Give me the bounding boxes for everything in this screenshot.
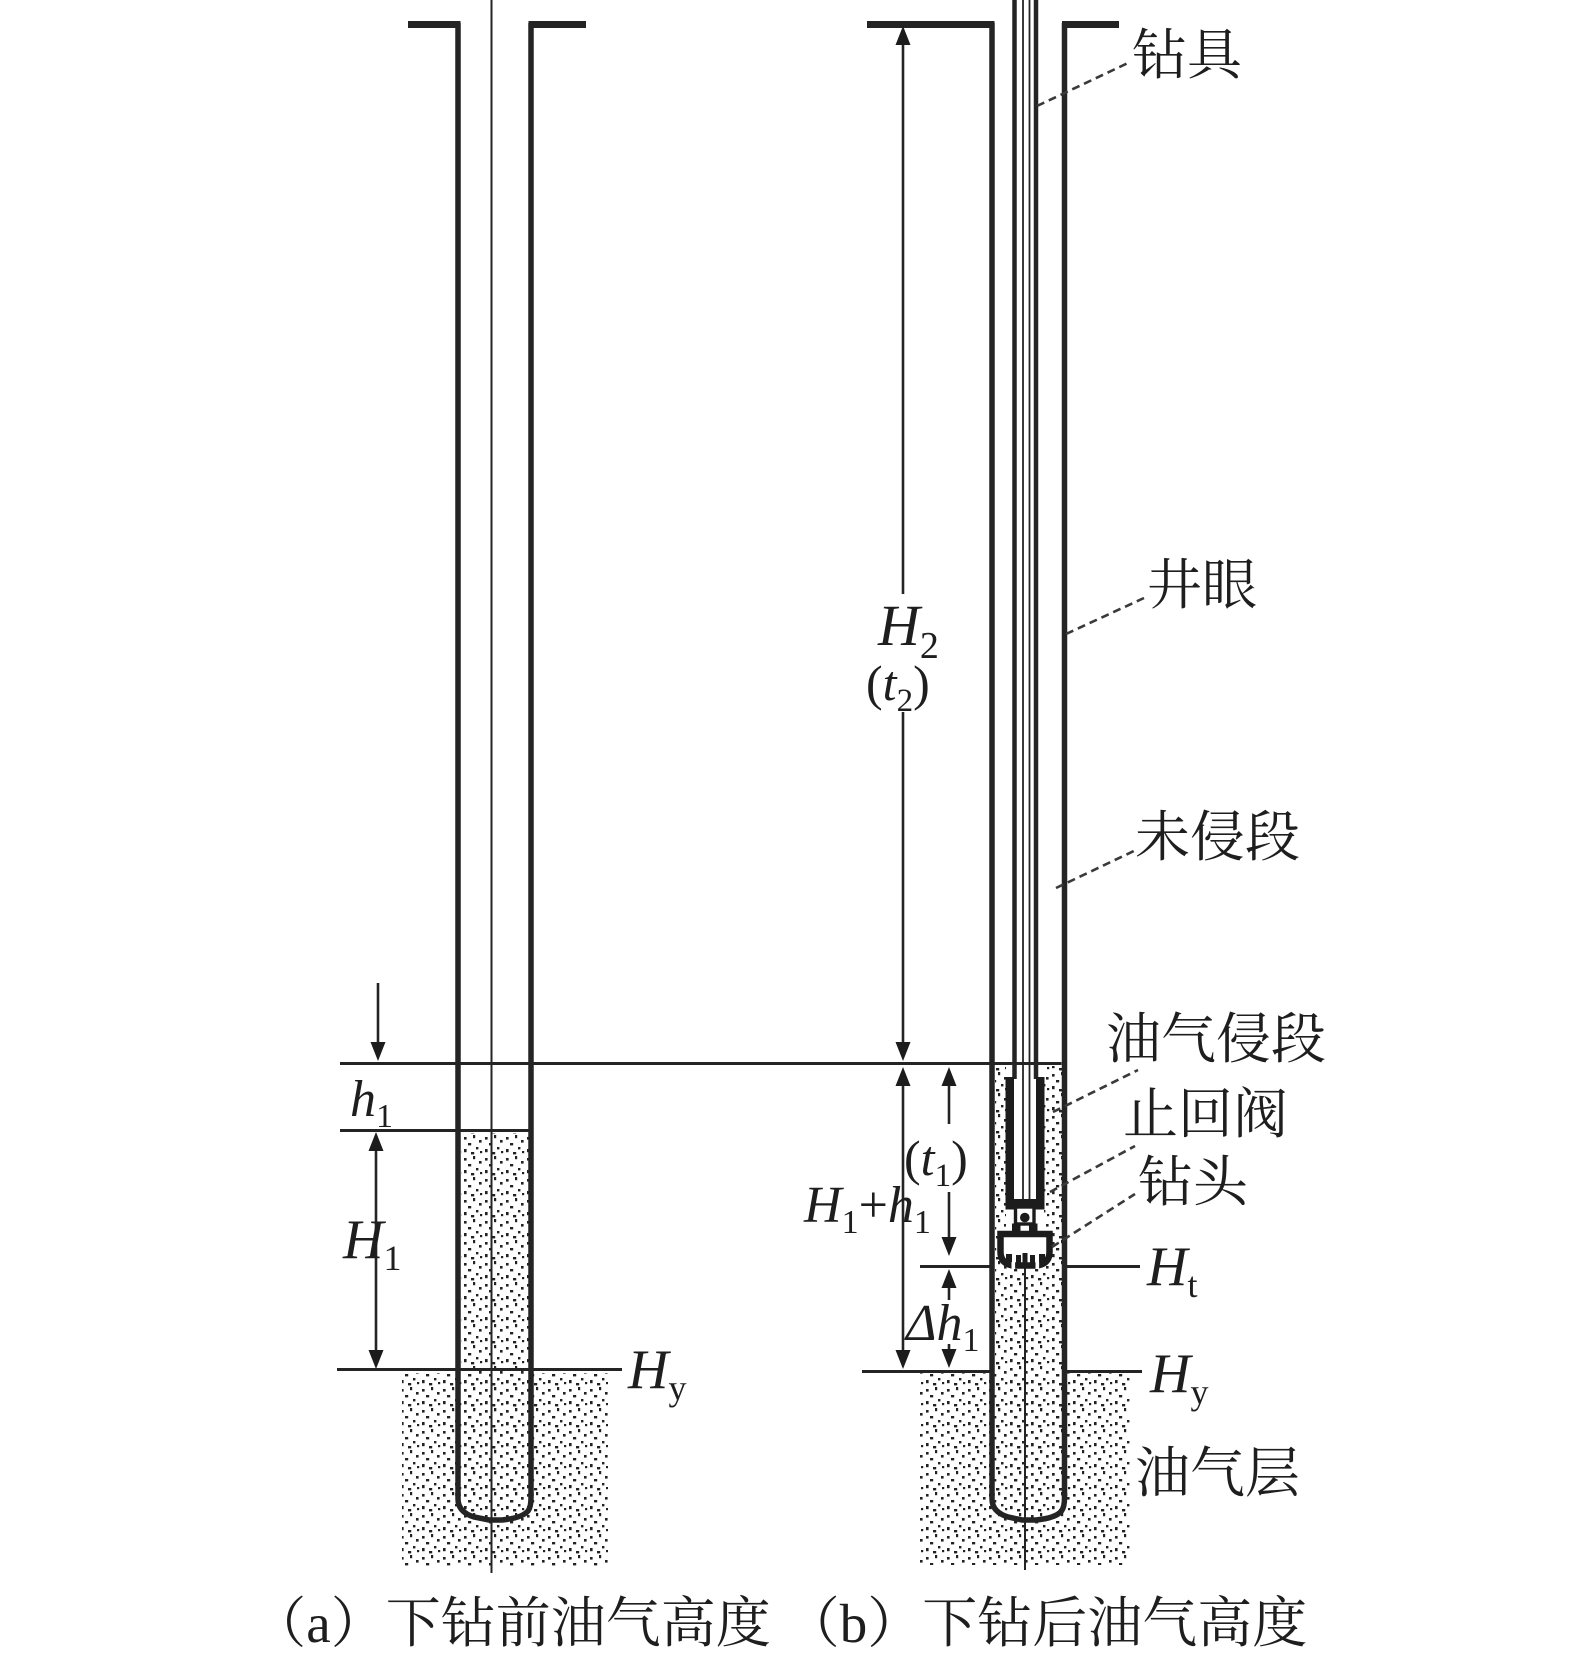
delta-h1-label: $\Delta h_1$ bbox=[906, 1295, 980, 1359]
h1-label: $h_1$ bbox=[350, 1071, 393, 1135]
drill-bit bbox=[1001, 1234, 1050, 1269]
well-b bbox=[803, 0, 1208, 1570]
H1-label: $H_1$ bbox=[343, 1209, 402, 1278]
uninvaded-section-leader bbox=[1056, 850, 1136, 888]
drill-string-leader bbox=[1037, 63, 1128, 106]
H2-label: $H_2$ bbox=[878, 593, 939, 667]
wellbore-label: 井眼 bbox=[1147, 555, 1258, 616]
H2-arrow bbox=[896, 26, 911, 1061]
Hy-label-a: $H_y$ bbox=[628, 1339, 687, 1408]
Ht-label: $H_t$ bbox=[1147, 1236, 1198, 1305]
wellbore-leader bbox=[1066, 598, 1144, 634]
caption-a: （a）下钻前油气高度 bbox=[251, 1593, 771, 1654]
invaded-section-label: 油气侵段 bbox=[1106, 1009, 1327, 1070]
H1-plus-h1-label: $H_1+h_1$ bbox=[804, 1177, 931, 1241]
oil-gas-layer-label: 油气层 bbox=[1135, 1443, 1301, 1504]
h1-arrow bbox=[371, 983, 386, 1061]
well-a-formation-stipple bbox=[402, 1373, 608, 1567]
Hy-label-b: $H_y$ bbox=[1150, 1343, 1209, 1412]
t1-label: $(t_1)$ bbox=[904, 1130, 968, 1194]
drill-bit-label: 钻头 bbox=[1138, 1152, 1249, 1213]
drill-string-label: 钻具 bbox=[1132, 25, 1243, 86]
t2-label: $(t_2)$ bbox=[866, 655, 930, 719]
uninvaded-section-label: 未侵段 bbox=[1135, 807, 1301, 868]
check-valve-label: 止回阀 bbox=[1123, 1084, 1289, 1145]
drill-pipe bbox=[1015, 0, 1037, 1205]
caption-b: （b）下钻后油气高度 bbox=[784, 1593, 1308, 1654]
